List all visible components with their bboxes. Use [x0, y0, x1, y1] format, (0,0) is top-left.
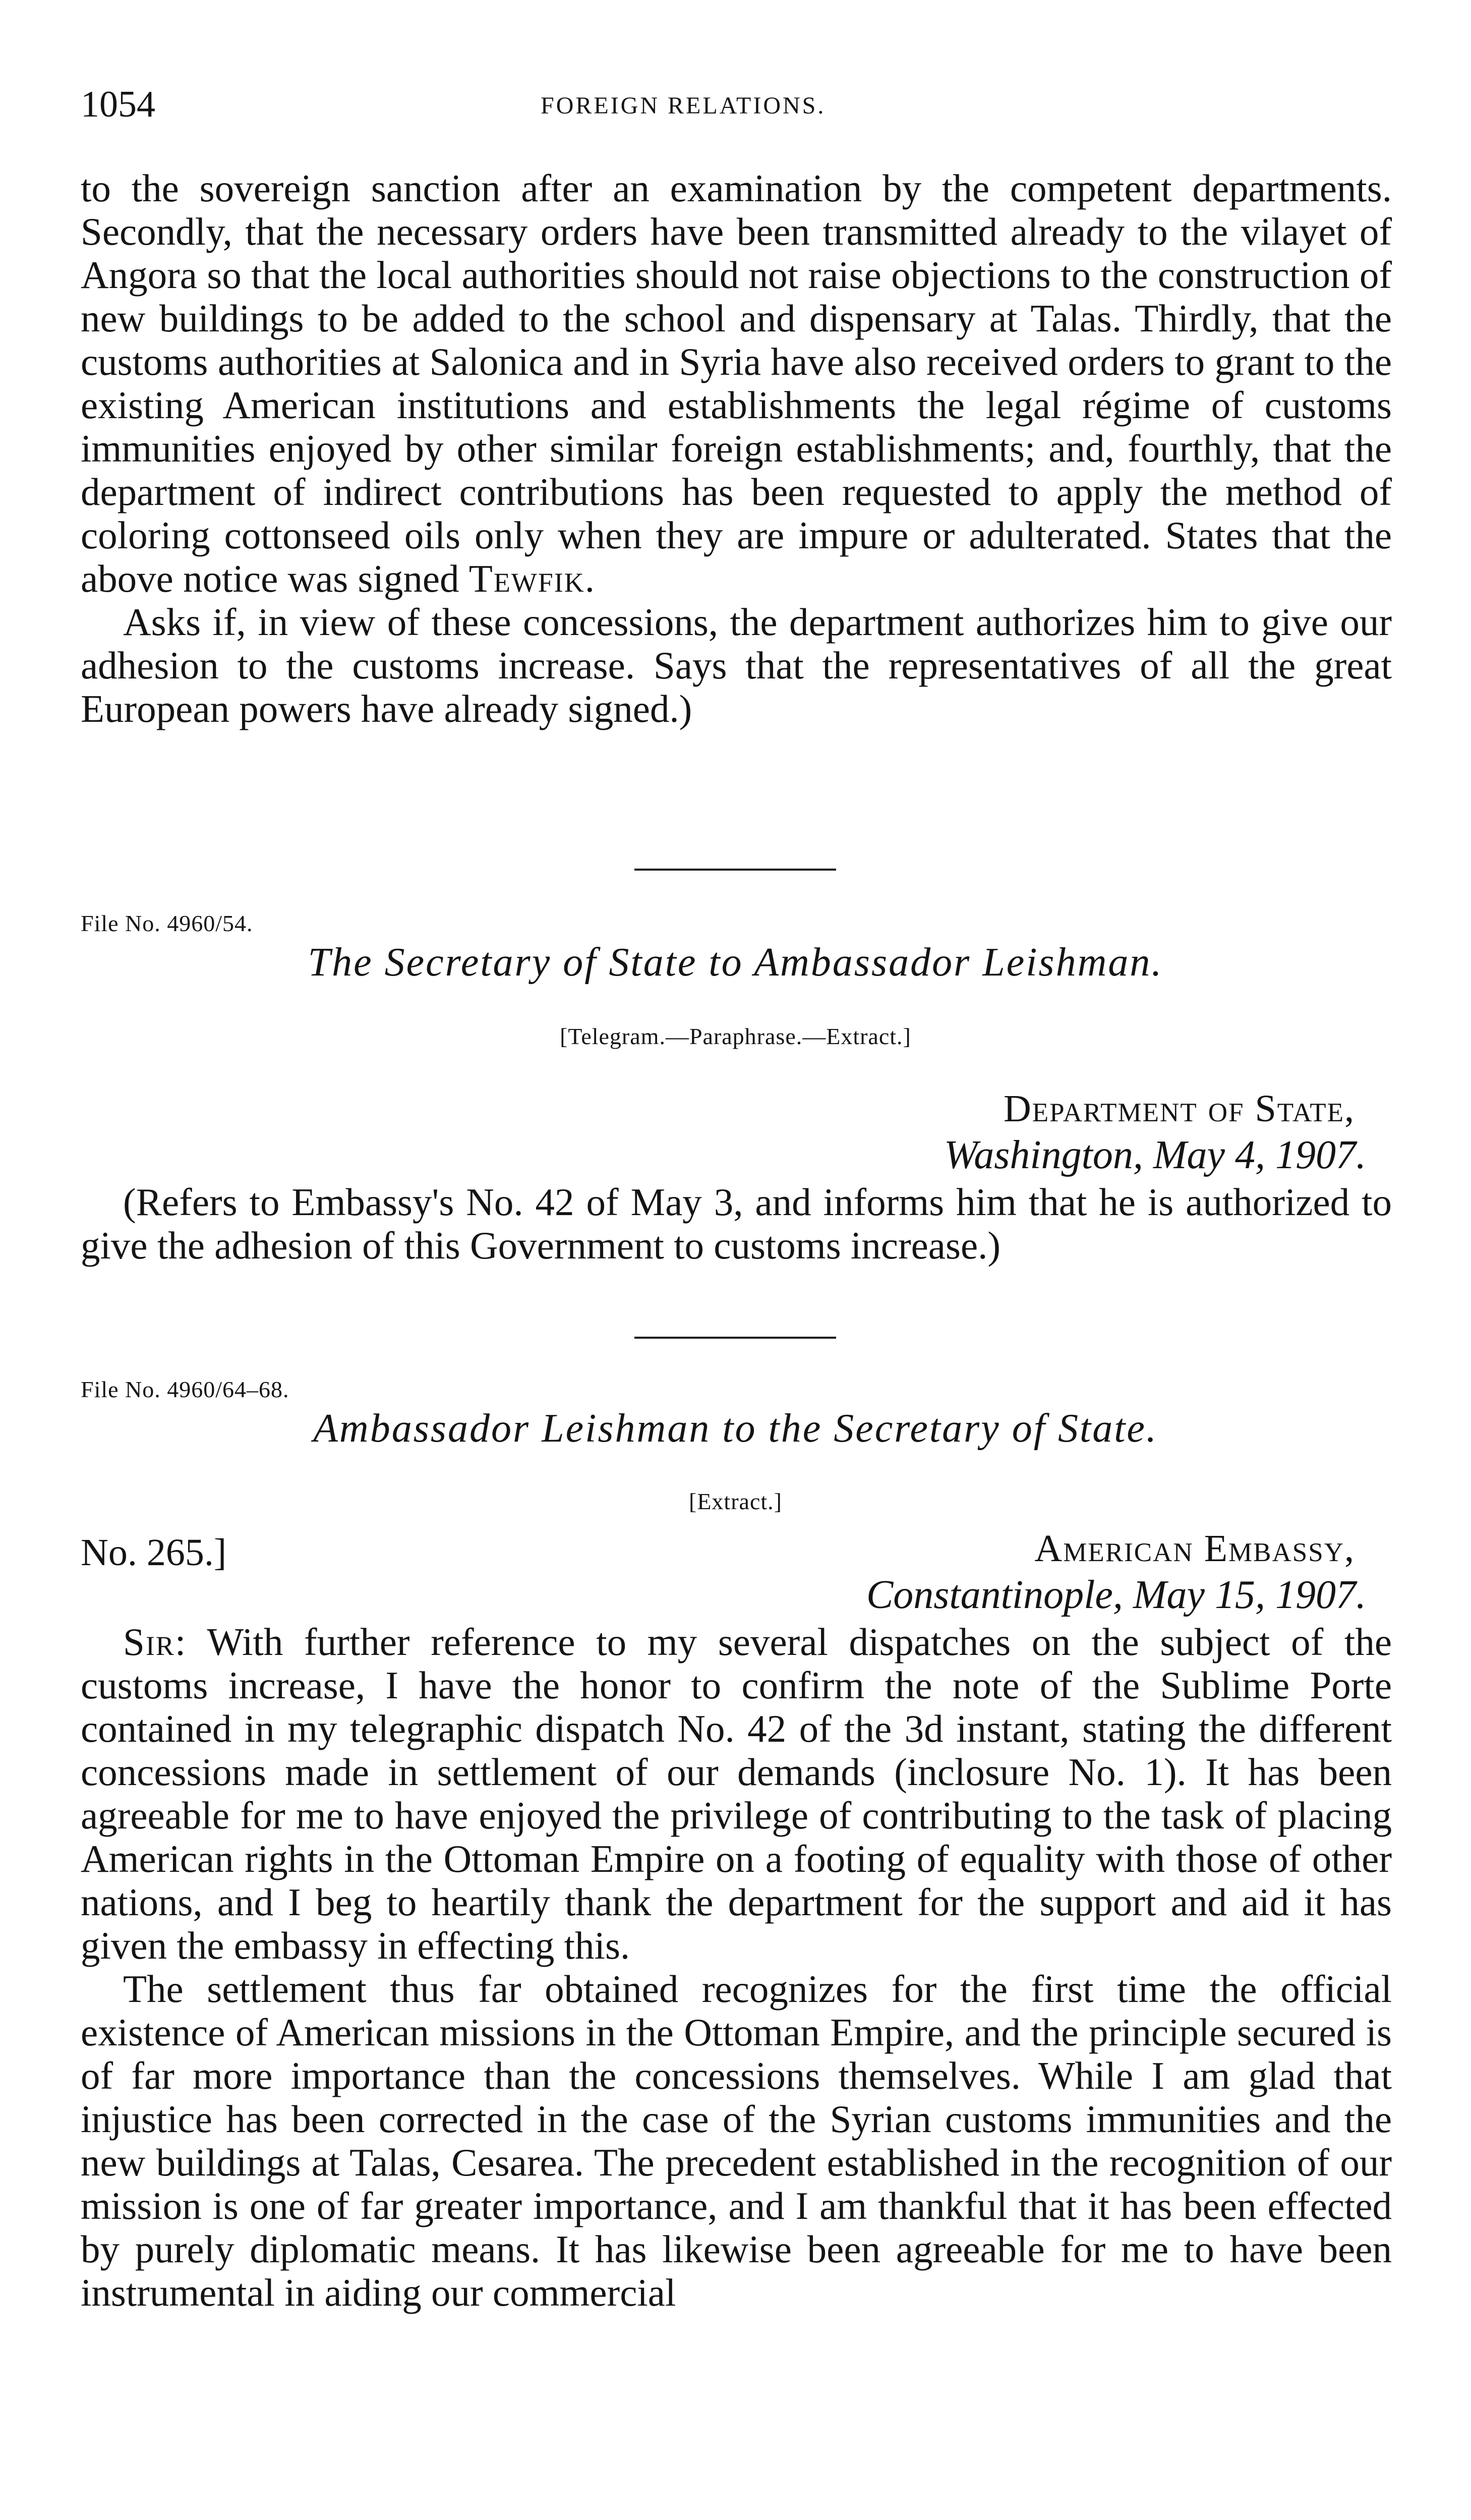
letter-paragraph-text: With further reference to my several dispatches on the subject of the customs increase, I have the honor to confirm the note of the Sublime Porte contained in my telegraphic dispatch No. 42 of the 3d instant, stating the different concessions made in settlement of our demands (inclosure No. 1). It has been agreeable for me to have enjoyed the privilege of contributing to the task of placing American rights in the Ottoman Empire on a footing of equality with those of other nations, and I beg to heartily thank the department for the support and aid it has given the embassy in effecting this.: [81, 1620, 1392, 1967]
section-divider: [634, 1337, 836, 1339]
dispatch-number: No. 265.]: [81, 1531, 227, 1574]
sender-address: Department of State,: [1003, 1087, 1355, 1130]
letter-paragraph-2: The settlement thus far obtained recognizes for the first time the official existence of American missions in the Ottoman Empire, and the principle secured is of far more importance than the concessions themselves. While I am glad that injustice has been corrected in the case of the Syrian customs immunities and the new buildings at Talas, Cesarea. The precedent established in the recognition of our mission is one of far greater importance, and I am thankful that it has been effected by purely diplomatic means. It has likewise been agreeable for me to have been instrumental in aiding our commercial: [81, 1967, 1392, 2314]
document-body: [81, 1180, 1392, 1267]
continuation-paragraph: [81, 166, 1392, 600]
running-head: FOREIGN RELATIONS.: [541, 92, 826, 119]
signer-name: Tewfik.: [468, 557, 596, 600]
section-divider: [634, 869, 836, 871]
file-number: File No. 4960/64–68.: [81, 1377, 289, 1402]
document-heading: The Secretary of State to Ambassador Leishman.: [308, 940, 1163, 985]
continuation-paragraph-text: to the sovereign sanction after an examination by the competent departments. Secondly, that the necessary orders have been transmitted already to the vilayet of Angora so that the local authorities should not raise objections to the construction of new buildings to be added to the school and dispensary at Talas. Thirdly, that the customs authorities at Salonica and in Syria have also received orders to grant to the existing American institutions and establishments the legal régime of customs immunities enjoyed by other similar foreign establishments; and, fourthly, that the department of indirect contributions has been requested to apply the method of coloring cottonseed oils only when they are impure or adulterated. States that the above notice was signed: [81, 166, 1392, 600]
letter-paragraph: [81, 1620, 1392, 1967]
page-number: 1054: [81, 84, 155, 125]
file-number: File No. 4960/54.: [81, 910, 253, 936]
place-date: Constantinople, May 15, 1907.: [866, 1573, 1366, 1617]
continuation-paragraph-2: Asks if, in view of these concessions, the department authorizes him to give our adhesion to the customs increase. Says that the representatives of all the great European powers have already signed.): [81, 600, 1392, 730]
salutation: Sir:: [123, 1620, 187, 1664]
document-body-paragraph: (Refers to Embassy's No. 42 of May 3, and informs him that he is authorized to give the adhesion of this Government to customs increase.): [81, 1180, 1392, 1267]
letter-body: [81, 1620, 1392, 2314]
sender-address: American Embassy,: [1034, 1527, 1355, 1570]
place-date: Washington, May 4, 1907.: [944, 1133, 1366, 1177]
document-heading: Ambassador Leishman to the Secretary of State.: [313, 1406, 1158, 1451]
document-note: [Telegram.—Paraphrase.—Extract.]: [560, 1023, 911, 1049]
document-note: [Extract.]: [689, 1488, 782, 1514]
continuation-text: [81, 166, 1392, 730]
